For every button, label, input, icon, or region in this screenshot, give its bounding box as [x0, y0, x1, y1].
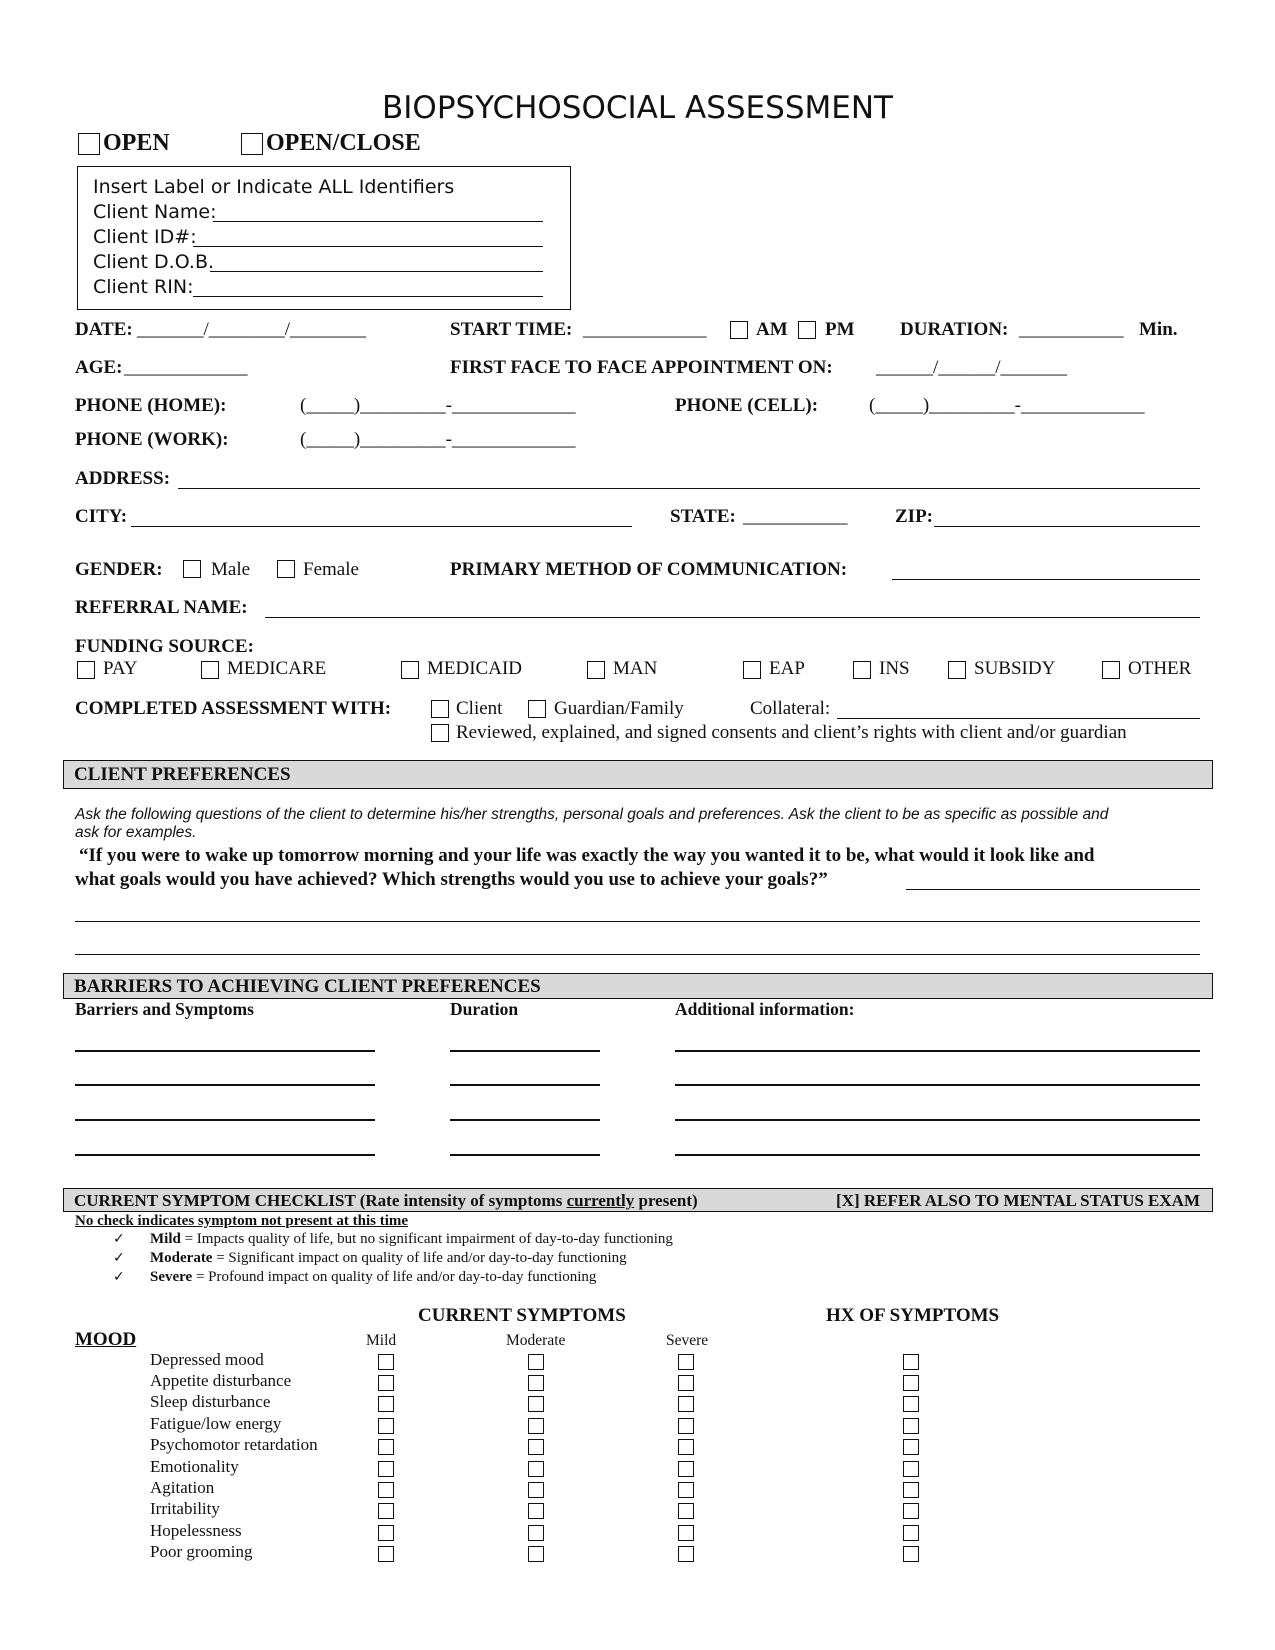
city-label: CITY: [75, 506, 128, 527]
preferences-question-line1: “If you were to wake up tomorrow morning and your life was exactly the way you wanted it to be, what would it look like and [79, 845, 1095, 866]
severe-checkbox[interactable] [678, 1396, 694, 1412]
checklist-header-right: present) [634, 1191, 698, 1210]
barrier-additional-field[interactable] [675, 1119, 1200, 1121]
consent-label: Reviewed, explained, and signed consents and client’s rights with client and/or guardian [456, 722, 1127, 743]
page-title: BIOPSYCHOSOCIAL ASSESSMENT [382, 90, 893, 126]
preferences-question-line2: what goals would you have achieved? Which strengths would you use to achieve your goals?” [75, 869, 828, 890]
barriers-title: BARRIERS TO ACHIEVING CLIENT PREFERENCES [74, 976, 541, 997]
hx-checkbox[interactable] [903, 1418, 919, 1434]
barrier-symptom-field[interactable] [75, 1084, 375, 1086]
duration-field[interactable]: ___________ [1019, 319, 1124, 340]
barrier-duration-field[interactable] [450, 1084, 600, 1086]
male-label: Male [211, 559, 251, 580]
subsidy-checkbox[interactable] [948, 661, 966, 679]
other-label: OTHER [1128, 658, 1192, 679]
mild-checkbox[interactable] [378, 1503, 394, 1519]
mood-category: MOOD [75, 1329, 137, 1350]
symptom-label: Sleep disturbance [150, 1392, 271, 1411]
symptom-label: Poor grooming [150, 1542, 253, 1561]
hx-symptoms-heading: HX OF SYMPTOMS [826, 1305, 1000, 1326]
hx-checkbox[interactable] [903, 1396, 919, 1412]
col-severe: Severe [666, 1332, 709, 1349]
am-checkbox[interactable] [730, 321, 748, 339]
eap-label: EAP [769, 658, 805, 679]
mild-checkbox[interactable] [378, 1461, 394, 1477]
symptom-label: Appetite disturbance [150, 1371, 292, 1390]
mild-checkbox[interactable] [378, 1354, 394, 1370]
client-rin-label: Client RIN: [93, 276, 194, 298]
start-time-field[interactable]: _____________ [583, 319, 707, 340]
severity-moderate-def: Moderate = Significant impact on quality of life and/or day-to-day functioning [150, 1250, 627, 1266]
symptom-label: Emotionality [150, 1457, 239, 1476]
phone-home-field[interactable]: (_____)_________-_____________ [300, 395, 576, 416]
start-time-label: START TIME: [450, 319, 573, 340]
client-dob-field[interactable] [210, 271, 543, 272]
phone-cell-label: PHONE (CELL): [675, 395, 819, 416]
completed-client-label: Client [456, 698, 503, 719]
preferences-answer-line-2[interactable] [75, 954, 1200, 955]
client-rin-field[interactable] [193, 296, 543, 297]
barrier-symptom-field[interactable] [75, 1154, 375, 1156]
date-label: DATE: [75, 319, 133, 340]
symptom-label: Hopelessness [150, 1521, 242, 1540]
moderate-checkbox[interactable] [528, 1375, 544, 1391]
severe-checkbox[interactable] [678, 1461, 694, 1477]
open-checkbox[interactable] [78, 133, 100, 155]
consent-checkbox[interactable] [431, 724, 449, 742]
completed-client-checkbox[interactable] [431, 700, 449, 718]
preferences-answer-line-1[interactable] [75, 921, 1200, 922]
completed-with-label: COMPLETED ASSESSMENT WITH: [75, 698, 392, 719]
moderate-checkbox[interactable] [528, 1461, 544, 1477]
am-label: AM [756, 319, 788, 340]
severe-checkbox[interactable] [678, 1482, 694, 1498]
hx-checkbox[interactable] [903, 1375, 919, 1391]
medicaid-checkbox[interactable] [401, 661, 419, 679]
male-checkbox[interactable] [183, 560, 201, 578]
subsidy-label: SUBSIDY [974, 658, 1056, 679]
moderate-checkbox[interactable] [528, 1482, 544, 1498]
symptom-label: Irritability [150, 1499, 220, 1518]
client-preferences-header [63, 760, 1213, 789]
symptom-label: Psychomotor retardation [150, 1435, 318, 1454]
severity-severe-def: Severe = Profound impact on quality of life and/or day-to-day functioning [150, 1269, 597, 1285]
col-moderate: Moderate [506, 1332, 566, 1349]
barrier-additional-field[interactable] [675, 1050, 1200, 1052]
man-label: MAN [613, 658, 658, 679]
completed-guardian-label: Guardian/Family [554, 698, 684, 719]
mild-checkbox[interactable] [378, 1439, 394, 1455]
moderate-checkbox[interactable] [528, 1546, 544, 1562]
pay-label: PAY [103, 658, 138, 679]
barrier-symptom-field[interactable] [75, 1119, 375, 1121]
first-appointment-field[interactable]: ______/______/_______ [876, 357, 1068, 378]
current-symptoms-heading: CURRENT SYMPTOMS [418, 1305, 626, 1326]
mild-checkbox[interactable] [378, 1375, 394, 1391]
medicare-label: MEDICARE [227, 658, 327, 679]
moderate-checkbox[interactable] [528, 1396, 544, 1412]
address-label: ADDRESS: [75, 468, 171, 489]
address-field[interactable] [178, 488, 1200, 489]
symptom-label: Fatigue/low energy [150, 1414, 282, 1433]
barrier-duration-field[interactable] [450, 1154, 600, 1156]
pm-checkbox[interactable] [798, 321, 816, 339]
female-checkbox[interactable] [277, 560, 295, 578]
checkmark-icon: ✓ [113, 1231, 125, 1247]
severe-checkbox[interactable] [678, 1503, 694, 1519]
phone-home-label: PHONE (HOME): [75, 395, 227, 416]
mild-checkbox[interactable] [378, 1396, 394, 1412]
client-name-label: Client Name: [93, 201, 217, 223]
barrier-additional-field[interactable] [675, 1084, 1200, 1086]
mild-checkbox[interactable] [378, 1546, 394, 1562]
mild-checkbox[interactable] [378, 1418, 394, 1434]
phone-cell-field[interactable]: (_____)_________-_____________ [869, 395, 1145, 416]
barrier-duration-field[interactable] [450, 1050, 600, 1052]
hx-checkbox[interactable] [903, 1354, 919, 1370]
medicaid-label: MEDICAID [427, 658, 522, 679]
open-label: OPEN [103, 130, 170, 156]
severe-checkbox[interactable] [678, 1354, 694, 1370]
phone-work-label: PHONE (WORK): [75, 429, 229, 450]
duration-label: DURATION: [900, 319, 1009, 340]
checklist-header-left: CURRENT SYMPTOM CHECKLIST (Rate intensity of symptoms [74, 1191, 567, 1210]
preferences-instructions-line2: ask for examples. [75, 824, 197, 841]
preferences-instructions-line1: Ask the following questions of the client to determine his/her strengths, personal goals and preferences. Ask the client to be as specific as possible and [75, 806, 1109, 823]
communication-field[interactable] [892, 579, 1200, 580]
severe-checkbox[interactable] [678, 1439, 694, 1455]
ins-checkbox[interactable] [853, 661, 871, 679]
hx-checkbox[interactable] [903, 1482, 919, 1498]
moderate-checkbox[interactable] [528, 1503, 544, 1519]
hx-checkbox[interactable] [903, 1439, 919, 1455]
symptom-label: Agitation [150, 1478, 215, 1497]
medicare-checkbox[interactable] [201, 661, 219, 679]
completed-guardian-checkbox[interactable] [528, 700, 546, 718]
hx-checkbox[interactable] [903, 1525, 919, 1541]
barrier-duration-field[interactable] [450, 1119, 600, 1121]
severe-checkbox[interactable] [678, 1525, 694, 1541]
referral-field[interactable] [265, 617, 1200, 618]
gender-label: GENDER: [75, 559, 163, 580]
state-field[interactable]: ___________ [743, 506, 848, 527]
date-field[interactable]: _______/________/________ [137, 319, 367, 340]
barriers-col-additional: Additional information: [675, 999, 855, 1019]
preferences-answer-line-0[interactable] [906, 889, 1200, 890]
checklist-header-text [74, 1191, 698, 1211]
hx-checkbox[interactable] [903, 1546, 919, 1562]
severe-checkbox[interactable] [678, 1546, 694, 1562]
moderate-checkbox[interactable] [528, 1439, 544, 1455]
barriers-header [63, 973, 1213, 999]
checkmark-icon: ✓ [113, 1250, 125, 1266]
eap-checkbox[interactable] [743, 661, 761, 679]
city-field[interactable] [131, 526, 632, 527]
barrier-symptom-field[interactable] [75, 1050, 375, 1052]
client-id-label: Client ID#: [93, 226, 197, 248]
barriers-col-symptoms: Barriers and Symptoms [75, 999, 254, 1019]
mild-checkbox[interactable] [378, 1525, 394, 1541]
female-label: Female [303, 559, 359, 580]
mild-checkbox[interactable] [378, 1482, 394, 1498]
open-close-label: OPEN/CLOSE [266, 130, 421, 156]
severe-checkbox[interactable] [678, 1418, 694, 1434]
min-label: Min. [1139, 319, 1178, 340]
identifier-heading: Insert Label or Indicate ALL Identifiers [93, 176, 455, 198]
age-field[interactable]: _____________ [124, 357, 248, 378]
man-checkbox[interactable] [587, 661, 605, 679]
checklist-header-currently: currently [566, 1191, 635, 1210]
checkmark-icon: ✓ [113, 1269, 125, 1285]
ins-label: INS [879, 658, 910, 679]
moderate-checkbox[interactable] [528, 1354, 544, 1370]
age-label: AGE: [75, 357, 123, 378]
barriers-col-duration: Duration [450, 999, 519, 1019]
collateral-label: Collateral: [750, 698, 831, 719]
symptom-checklist-header [63, 1188, 1213, 1212]
moderate-checkbox[interactable] [528, 1418, 544, 1434]
hx-checkbox[interactable] [903, 1503, 919, 1519]
communication-label: PRIMARY METHOD OF COMMUNICATION: [450, 559, 848, 580]
no-check-note: No check indicates symptom not present at this time [75, 1213, 409, 1229]
referral-label: REFERRAL NAME: [75, 597, 248, 618]
symptom-label: Depressed mood [150, 1350, 264, 1369]
state-label: STATE: [670, 506, 736, 527]
moderate-checkbox[interactable] [528, 1525, 544, 1541]
collateral-field[interactable] [837, 718, 1200, 719]
zip-label: ZIP: [895, 506, 933, 527]
client-preferences-title: CLIENT PREFERENCES [74, 764, 291, 785]
funding-label: FUNDING SOURCE: [75, 636, 254, 657]
barrier-additional-field[interactable] [675, 1154, 1200, 1156]
client-id-field[interactable] [193, 246, 543, 247]
severe-checkbox[interactable] [678, 1375, 694, 1391]
checklist-refer-mse: [X] REFER ALSO TO MENTAL STATUS EXAM [836, 1191, 1200, 1210]
pm-label: PM [825, 319, 855, 340]
pay-checkbox[interactable] [77, 661, 95, 679]
first-appointment-label: FIRST FACE TO FACE APPOINTMENT ON: [450, 357, 833, 378]
other-checkbox[interactable] [1102, 661, 1120, 679]
zip-field[interactable] [934, 526, 1200, 527]
col-mild: Mild [366, 1332, 397, 1349]
severity-mild-def: Mild = Impacts quality of life, but no significant impairment of day-to-day functioning [150, 1231, 673, 1247]
phone-work-field[interactable]: (_____)_________-_____________ [300, 429, 576, 450]
client-name-field[interactable] [213, 221, 543, 222]
client-dob-label: Client D.O.B. [93, 251, 215, 273]
open-close-checkbox[interactable] [241, 133, 263, 155]
hx-checkbox[interactable] [903, 1461, 919, 1477]
